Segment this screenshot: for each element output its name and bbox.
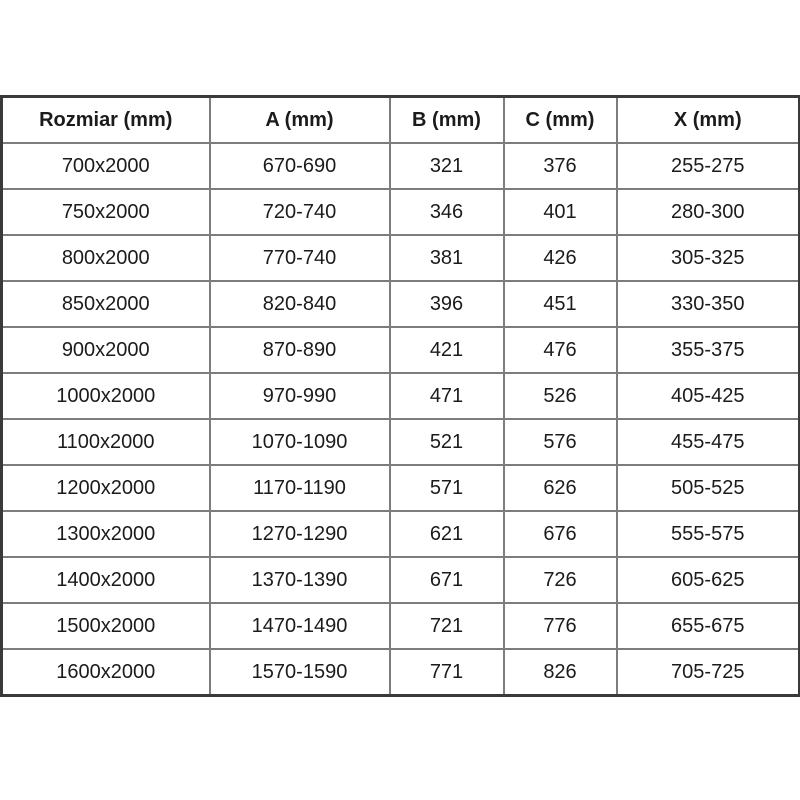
table-cell-rozmiar: 1100x2000 (2, 419, 210, 465)
table-cell-b: 671 (390, 557, 504, 603)
table-cell-rozmiar: 750x2000 (2, 189, 210, 235)
table-cell-x: 455-475 (617, 419, 800, 465)
table-cell-x: 405-425 (617, 373, 800, 419)
table-cell-a: 820-840 (210, 281, 390, 327)
table-cell-b: 396 (390, 281, 504, 327)
table-cell-b: 471 (390, 373, 504, 419)
table-cell-b: 621 (390, 511, 504, 557)
table-cell-c: 376 (504, 143, 617, 189)
table-row (2, 603, 800, 649)
table-cell-x: 555-575 (617, 511, 800, 557)
table-cell-rozmiar: 1600x2000 (2, 649, 210, 696)
table-cell-c: 451 (504, 281, 617, 327)
column-header-c: C (mm) (504, 97, 617, 144)
table-row (2, 235, 800, 281)
column-header-x: X (mm) (617, 97, 800, 144)
table-cell-c: 626 (504, 465, 617, 511)
table-cell-rozmiar: 1000x2000 (2, 373, 210, 419)
header-row (2, 97, 800, 144)
table-cell-x: 655-675 (617, 603, 800, 649)
table-row (2, 373, 800, 419)
column-header-rozmiar: Rozmiar (mm) (2, 97, 210, 144)
table-row (2, 327, 800, 373)
table-cell-b: 771 (390, 649, 504, 696)
table-cell-rozmiar: 1300x2000 (2, 511, 210, 557)
table-row (2, 511, 800, 557)
table-cell-x: 255-275 (617, 143, 800, 189)
table-cell-a: 720-740 (210, 189, 390, 235)
table-cell-x: 605-625 (617, 557, 800, 603)
table-cell-c: 576 (504, 419, 617, 465)
table-cell-a: 770-740 (210, 235, 390, 281)
table-row (2, 649, 800, 696)
table-cell-x: 280-300 (617, 189, 800, 235)
table-cell-b: 346 (390, 189, 504, 235)
table-cell-rozmiar: 900x2000 (2, 327, 210, 373)
table-cell-c: 526 (504, 373, 617, 419)
table-cell-c: 426 (504, 235, 617, 281)
table-cell-rozmiar: 1200x2000 (2, 465, 210, 511)
table-cell-a: 1070-1090 (210, 419, 390, 465)
table-cell-x: 305-325 (617, 235, 800, 281)
table-row (2, 419, 800, 465)
table-cell-a: 1570-1590 (210, 649, 390, 696)
table-cell-x: 505-525 (617, 465, 800, 511)
table-cell-b: 721 (390, 603, 504, 649)
table-cell-a: 1170-1190 (210, 465, 390, 511)
table-cell-a: 1470-1490 (210, 603, 390, 649)
table-cell-rozmiar: 700x2000 (2, 143, 210, 189)
table-cell-b: 571 (390, 465, 504, 511)
table-row (2, 557, 800, 603)
table-cell-b: 381 (390, 235, 504, 281)
table-cell-b: 421 (390, 327, 504, 373)
table-cell-c: 476 (504, 327, 617, 373)
table-cell-c: 826 (504, 649, 617, 696)
table-cell-rozmiar: 1500x2000 (2, 603, 210, 649)
table-cell-a: 870-890 (210, 327, 390, 373)
table-cell-a: 1270-1290 (210, 511, 390, 557)
table-row (2, 143, 800, 189)
table-cell-x: 355-375 (617, 327, 800, 373)
table-cell-c: 676 (504, 511, 617, 557)
table-cell-b: 521 (390, 419, 504, 465)
table-cell-x: 705-725 (617, 649, 800, 696)
table-cell-a: 970-990 (210, 373, 390, 419)
table-row (2, 281, 800, 327)
table-cell-c: 776 (504, 603, 617, 649)
table-cell-x: 330-350 (617, 281, 800, 327)
column-header-b: B (mm) (390, 97, 504, 144)
table-row (2, 189, 800, 235)
table-row (2, 465, 800, 511)
table-cell-rozmiar: 1400x2000 (2, 557, 210, 603)
table-cell-c: 401 (504, 189, 617, 235)
column-header-a: A (mm) (210, 97, 390, 144)
table-cell-a: 1370-1390 (210, 557, 390, 603)
dimensions-table (0, 95, 800, 697)
table-cell-c: 726 (504, 557, 617, 603)
table-cell-rozmiar: 850x2000 (2, 281, 210, 327)
table-cell-rozmiar: 800x2000 (2, 235, 210, 281)
table-cell-a: 670-690 (210, 143, 390, 189)
table-cell-b: 321 (390, 143, 504, 189)
